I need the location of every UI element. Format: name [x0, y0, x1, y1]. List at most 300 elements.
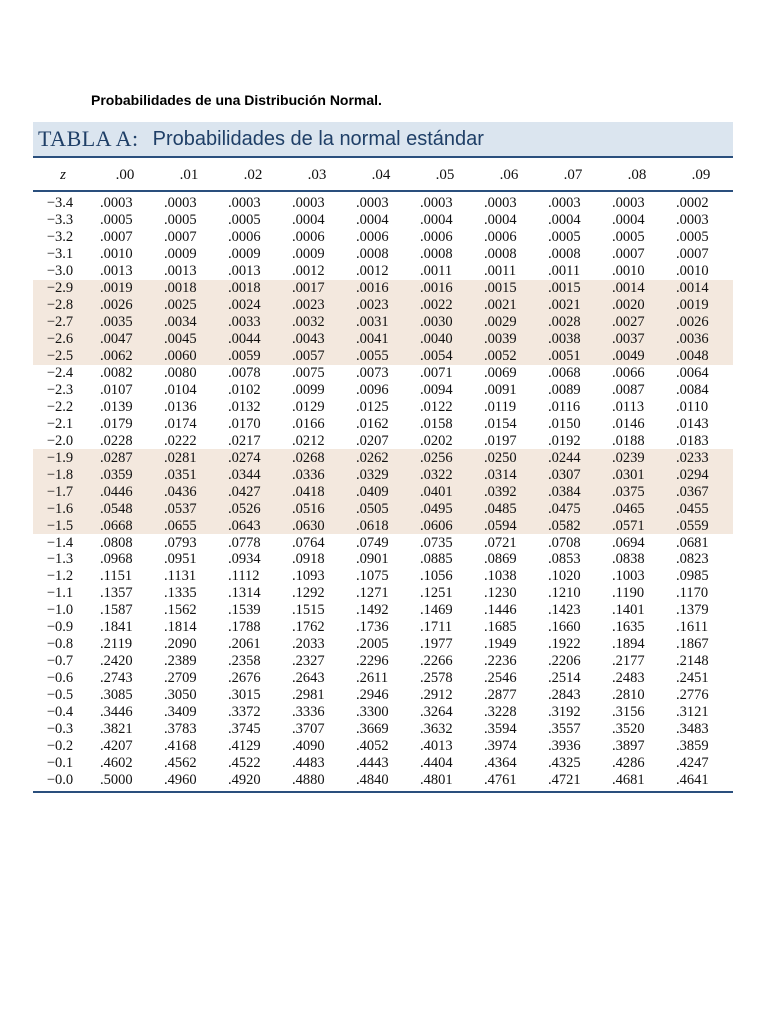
probability-cell: .0154 — [484, 415, 517, 432]
probability-cell: .2389 — [164, 653, 197, 670]
probability-cell: .4761 — [484, 771, 517, 788]
probability-cell: .0006 — [292, 229, 325, 246]
z-value-cell: −2.1 — [46, 415, 74, 432]
table-row — [33, 619, 733, 636]
probability-cell: .0008 — [548, 246, 581, 263]
probability-cell: .0475 — [541, 500, 605, 517]
probability-cell: .0006 — [484, 229, 517, 246]
probability-cell: .0099 — [292, 381, 325, 398]
probability-cell: .0778 — [228, 534, 261, 551]
probability-cell: .0005 — [228, 212, 261, 229]
probability-cell: .1894 — [612, 636, 645, 653]
probability-cell: .0091 — [484, 381, 517, 398]
probability-cell: .0951 — [164, 551, 197, 568]
table-row — [33, 432, 733, 449]
probability-cell: .1788 — [228, 619, 261, 636]
probability-cell: .4247 — [676, 754, 709, 771]
probability-cell: .2206 — [548, 653, 581, 670]
probability-cell: .0537 — [157, 500, 221, 517]
probability-cell: .1357 — [100, 585, 133, 602]
z-value-cell: −0.0 — [46, 771, 74, 788]
z-value-cell: −2.4 — [46, 365, 74, 381]
probability-cell: .0032 — [285, 314, 349, 331]
probability-cell: .2709 — [164, 670, 197, 687]
table-row — [33, 687, 733, 704]
probability-cell: .0668 — [93, 517, 157, 534]
probability-cell: .0197 — [484, 432, 517, 449]
probability-cell: .1151 — [100, 568, 133, 585]
probability-cell: .3897 — [612, 737, 645, 754]
probability-cell: .0329 — [349, 466, 413, 483]
probability-cell: .0146 — [612, 415, 645, 432]
column-header: .08 — [605, 160, 669, 191]
probability-cell: .0721 — [484, 534, 517, 551]
probability-cell: .1949 — [484, 636, 517, 653]
column-header: .06 — [477, 160, 541, 191]
probability-cell: .0968 — [100, 551, 133, 568]
probability-cell: .0003 — [100, 195, 133, 212]
probability-cell: .3483 — [676, 721, 709, 738]
probability-cell: .0256 — [413, 449, 477, 466]
z-value-cell: −0.8 — [46, 636, 74, 653]
table-row — [33, 229, 733, 246]
probability-cell: .0287 — [93, 449, 157, 466]
table-row — [33, 191, 733, 212]
probability-cell: .0035 — [93, 314, 157, 331]
probability-cell: .0003 — [164, 195, 197, 212]
probability-cell: .4721 — [548, 771, 581, 788]
probability-cell: .0005 — [676, 229, 709, 246]
probability-cell: .3300 — [356, 704, 389, 721]
probability-cell: .0026 — [669, 314, 733, 331]
probability-cell: .0004 — [548, 212, 581, 229]
z-value-cell: −2.8 — [33, 297, 93, 314]
probability-cell: .0008 — [484, 246, 517, 263]
probability-cell: .4090 — [292, 737, 325, 754]
probability-cell: .0606 — [413, 517, 477, 534]
probability-cell: .5000 — [100, 771, 133, 788]
probability-cell: .2236 — [484, 653, 517, 670]
table-row — [33, 670, 733, 687]
probability-cell: .3707 — [292, 721, 325, 738]
table-row — [33, 551, 733, 568]
probability-cell: .1230 — [484, 585, 517, 602]
probability-cell: .1271 — [356, 585, 389, 602]
z-value-cell: −2.5 — [33, 348, 93, 365]
probability-cell: .0455 — [669, 500, 733, 517]
probability-cell: .0009 — [292, 246, 325, 263]
probability-cell: .2005 — [356, 636, 389, 653]
probability-cell: .0018 — [157, 280, 221, 297]
probability-cell: .2483 — [612, 670, 645, 687]
probability-cell: .0808 — [100, 534, 133, 551]
probability-cell: .0010 — [676, 263, 709, 280]
probability-cell: .0066 — [612, 365, 645, 381]
probability-cell: .0025 — [157, 297, 221, 314]
probability-cell: .4404 — [420, 754, 453, 771]
probability-cell: .1112 — [228, 568, 260, 585]
probability-cell: .2676 — [228, 670, 261, 687]
probability-cell: .2119 — [100, 636, 133, 653]
probability-cell: .2843 — [548, 687, 581, 704]
probability-cell: .0022 — [413, 297, 477, 314]
probability-cell: .0028 — [541, 314, 605, 331]
table-body — [33, 191, 733, 788]
probability-cell: .1038 — [484, 568, 517, 585]
z-value-cell: −0.7 — [46, 653, 74, 670]
probability-cell: .2776 — [676, 687, 709, 704]
probability-cell: .0080 — [164, 365, 197, 381]
column-header: .01 — [157, 160, 221, 191]
probability-cell: .0336 — [285, 466, 349, 483]
probability-cell: .0051 — [541, 348, 605, 365]
probability-cell: .1075 — [356, 568, 389, 585]
probability-cell: .0052 — [477, 348, 541, 365]
probability-cell: .1423 — [548, 602, 581, 619]
probability-cell: .0548 — [93, 500, 157, 517]
table-label: TABLA A: — [38, 126, 139, 151]
table-row — [33, 653, 733, 670]
probability-cell: .1056 — [420, 568, 453, 585]
probability-cell: .0104 — [164, 381, 197, 398]
probability-cell: .1210 — [548, 585, 581, 602]
probability-cell: .0495 — [413, 500, 477, 517]
table-row — [33, 415, 733, 432]
probability-cell: .0009 — [164, 246, 197, 263]
probability-cell: .3121 — [676, 704, 709, 721]
probability-cell: .0012 — [356, 263, 389, 280]
table-row — [33, 534, 733, 551]
table-row — [33, 500, 733, 517]
probability-cell: .0188 — [612, 432, 645, 449]
table-row — [33, 297, 733, 314]
probability-cell: .0013 — [228, 263, 261, 280]
probability-cell: .0764 — [292, 534, 325, 551]
column-header-z: z — [33, 160, 93, 191]
probability-cell: .0016 — [413, 280, 477, 297]
probability-cell: .4364 — [484, 754, 517, 771]
probability-cell: .0239 — [605, 449, 669, 466]
table-row — [33, 721, 733, 738]
probability-cell: .0034 — [157, 314, 221, 331]
table-title-band — [33, 122, 733, 158]
bottom-rule — [33, 791, 733, 793]
probability-cell: .1660 — [548, 619, 581, 636]
probability-cell: .4880 — [292, 771, 325, 788]
probability-cell: .0281 — [157, 449, 221, 466]
probability-cell: .1922 — [548, 636, 581, 653]
probability-cell: .2514 — [548, 670, 581, 687]
probability-cell: .3264 — [420, 704, 453, 721]
probability-cell: .3228 — [484, 704, 517, 721]
probability-cell: .2420 — [100, 653, 133, 670]
probability-cell: .0019 — [669, 297, 733, 314]
probability-cell: .0375 — [605, 483, 669, 500]
probability-cell: .1446 — [484, 602, 517, 619]
probability-cell: .0129 — [292, 398, 325, 415]
probability-cell: .2981 — [292, 687, 325, 704]
probability-cell: .0003 — [420, 195, 453, 212]
probability-cell: .0838 — [612, 551, 645, 568]
probability-cell: .3632 — [420, 721, 453, 738]
probability-cell: .0516 — [285, 500, 349, 517]
probability-cell: .4168 — [164, 737, 197, 754]
probability-cell: .0268 — [285, 449, 349, 466]
probability-cell: .2090 — [164, 636, 197, 653]
probability-cell: .0078 — [228, 365, 261, 381]
probability-cell: .0008 — [420, 246, 453, 263]
probability-cell: .0571 — [605, 517, 669, 534]
probability-cell: .4960 — [164, 771, 197, 788]
probability-cell: .0018 — [221, 280, 285, 297]
probability-cell: .0041 — [349, 331, 413, 348]
probability-cell: .0004 — [420, 212, 453, 229]
probability-cell: .0014 — [669, 280, 733, 297]
z-value-cell: −2.7 — [33, 314, 93, 331]
probability-cell: .0643 — [221, 517, 285, 534]
probability-cell: .1711 — [420, 619, 453, 636]
probability-cell: .2358 — [228, 653, 261, 670]
probability-cell: .2643 — [292, 670, 325, 687]
probability-cell: .0019 — [93, 280, 157, 297]
probability-cell: .0005 — [100, 212, 133, 229]
probability-cell: .0359 — [93, 466, 157, 483]
probability-cell: .0202 — [420, 432, 453, 449]
probability-cell: .4325 — [548, 754, 581, 771]
probability-cell: .0069 — [484, 365, 517, 381]
probability-cell: .0021 — [541, 297, 605, 314]
probability-cell: .3192 — [548, 704, 581, 721]
probability-cell: .0075 — [292, 365, 325, 381]
probability-cell: .2946 — [356, 687, 389, 704]
probability-cell: .1492 — [356, 602, 389, 619]
probability-cell: .0102 — [228, 381, 261, 398]
z-value-cell: −1.1 — [46, 585, 74, 602]
probability-cell: .2912 — [420, 687, 453, 704]
probability-cell: .0068 — [548, 365, 581, 381]
probability-cell: .3409 — [164, 704, 197, 721]
probability-cell: .0003 — [676, 212, 709, 229]
probability-cell: .4286 — [612, 754, 645, 771]
probability-cell: .0274 — [221, 449, 285, 466]
probability-cell: .0003 — [356, 195, 389, 212]
probability-cell: .0003 — [484, 195, 517, 212]
z-value-cell: −1.4 — [46, 534, 74, 551]
probability-cell: .0060 — [157, 348, 221, 365]
table-row — [33, 263, 733, 280]
probability-cell: .0594 — [477, 517, 541, 534]
probability-cell: .0125 — [356, 398, 389, 415]
probability-cell: .0853 — [548, 551, 581, 568]
table-row — [33, 381, 733, 398]
probability-cell: .0036 — [669, 331, 733, 348]
probability-cell: .0007 — [164, 229, 197, 246]
z-value-cell: −1.0 — [46, 602, 74, 619]
probability-cell: .0122 — [420, 398, 453, 415]
table-header-row — [33, 160, 733, 191]
probability-cell: .3336 — [292, 704, 325, 721]
probability-cell: .0043 — [285, 331, 349, 348]
probability-cell: .0005 — [548, 229, 581, 246]
z-value-cell: −2.2 — [46, 398, 74, 415]
probability-cell: .1251 — [420, 585, 453, 602]
probability-cell: .0003 — [228, 195, 261, 212]
probability-cell: .0735 — [420, 534, 453, 551]
probability-cell: .0089 — [548, 381, 581, 398]
probability-cell: .0158 — [420, 415, 453, 432]
column-header: .09 — [669, 160, 733, 191]
probability-cell: .1611 — [676, 619, 709, 636]
probability-cell: .0027 — [605, 314, 669, 331]
table-row — [33, 365, 733, 382]
z-value-cell: −1.6 — [33, 500, 93, 517]
probability-cell: .2810 — [612, 687, 645, 704]
probability-cell: .0059 — [221, 348, 285, 365]
probability-cell: .0047 — [93, 331, 157, 348]
probability-cell: .0136 — [164, 398, 197, 415]
probability-cell: .0010 — [100, 246, 133, 263]
z-value-cell: −0.5 — [46, 687, 74, 704]
probability-cell: .0003 — [292, 195, 325, 212]
probability-cell: .0113 — [612, 398, 645, 415]
probability-cell: .4207 — [100, 737, 133, 754]
probability-cell: .0107 — [100, 381, 133, 398]
probability-cell: .0040 — [413, 331, 477, 348]
probability-cell: .0011 — [420, 263, 453, 280]
probability-cell: .0064 — [676, 365, 709, 381]
probability-cell: .0192 — [548, 432, 581, 449]
probability-cell: .0427 — [221, 483, 285, 500]
probability-cell: .0004 — [484, 212, 517, 229]
z-value-cell: −0.3 — [46, 721, 74, 738]
probability-cell: .0694 — [612, 534, 645, 551]
probability-cell: .2451 — [676, 670, 709, 687]
table-row — [33, 449, 733, 466]
z-value-cell: −0.1 — [46, 754, 74, 771]
probability-cell: .0485 — [477, 500, 541, 517]
probability-cell: .0048 — [669, 348, 733, 365]
z-value-cell: −3.0 — [46, 263, 74, 280]
probability-cell: .0014 — [605, 280, 669, 297]
probability-cell: .0087 — [612, 381, 645, 398]
probability-cell: .0037 — [605, 331, 669, 348]
probability-cell: .0630 — [285, 517, 349, 534]
z-value-cell: −2.3 — [46, 381, 74, 398]
table-row — [33, 754, 733, 771]
probability-cell: .2296 — [356, 653, 389, 670]
probability-cell: .0885 — [420, 551, 453, 568]
column-header: .02 — [221, 160, 285, 191]
probability-cell: .0005 — [612, 229, 645, 246]
probability-cell: .0110 — [676, 398, 709, 415]
probability-cell: .0823 — [676, 551, 709, 568]
probability-cell: .0116 — [548, 398, 581, 415]
probability-cell: .1977 — [420, 636, 453, 653]
probability-cell: .0985 — [676, 568, 709, 585]
table-row — [33, 331, 733, 348]
probability-cell: .0143 — [676, 415, 709, 432]
probability-cell: .0031 — [349, 314, 413, 331]
probability-cell: .0049 — [605, 348, 669, 365]
probability-cell: .0384 — [541, 483, 605, 500]
probability-cell: .2266 — [420, 653, 453, 670]
probability-cell: .4681 — [612, 771, 645, 788]
z-value-cell: −2.6 — [33, 331, 93, 348]
table-row — [33, 636, 733, 653]
probability-cell: .0003 — [612, 195, 645, 212]
probability-cell: .0401 — [413, 483, 477, 500]
probability-cell: .0250 — [477, 449, 541, 466]
probability-cell: .1292 — [292, 585, 325, 602]
probability-cell: .0045 — [157, 331, 221, 348]
z-table — [33, 160, 733, 788]
z-value-cell: −3.2 — [46, 229, 74, 246]
table-title: Probabilidades de la normal estándar — [152, 127, 484, 150]
z-value-cell: −1.9 — [33, 449, 93, 466]
z-value-cell: −1.8 — [33, 466, 93, 483]
probability-cell: .0351 — [157, 466, 221, 483]
probability-cell: .1379 — [676, 602, 709, 619]
probability-cell: .0222 — [164, 432, 197, 449]
probability-cell: .0013 — [100, 263, 133, 280]
probability-cell: .0582 — [541, 517, 605, 534]
probability-cell: .1469 — [420, 602, 453, 619]
table-row — [33, 212, 733, 229]
probability-cell: .3669 — [356, 721, 389, 738]
probability-cell: .0559 — [669, 517, 733, 534]
probability-cell: .2177 — [612, 653, 645, 670]
probability-cell: .3783 — [164, 721, 197, 738]
probability-cell: .0465 — [605, 500, 669, 517]
probability-cell: .0918 — [292, 551, 325, 568]
probability-cell: .1515 — [292, 602, 325, 619]
table-row — [33, 348, 733, 365]
probability-cell: .2061 — [228, 636, 261, 653]
table-row — [33, 771, 733, 788]
probability-cell: .0020 — [605, 297, 669, 314]
probability-cell: .0207 — [356, 432, 389, 449]
probability-cell: .0314 — [477, 466, 541, 483]
probability-cell: .0301 — [605, 466, 669, 483]
z-value-cell: −2.9 — [33, 280, 93, 297]
probability-cell: .1539 — [228, 602, 261, 619]
probability-cell: .3859 — [676, 737, 709, 754]
table-row — [33, 568, 733, 585]
probability-cell: .0030 — [413, 314, 477, 331]
probability-cell: .1093 — [292, 568, 325, 585]
probability-cell: .0007 — [100, 229, 133, 246]
probability-cell: .0119 — [484, 398, 517, 415]
probability-cell: .0096 — [356, 381, 389, 398]
probability-cell: .0139 — [100, 398, 133, 415]
probability-cell: .0006 — [228, 229, 261, 246]
probability-cell: .0039 — [477, 331, 541, 348]
probability-cell: .0228 — [100, 432, 133, 449]
table-row — [33, 585, 733, 602]
z-value-cell: −3.1 — [46, 246, 74, 263]
table-row — [33, 483, 733, 500]
table-row — [33, 704, 733, 721]
probability-cell: .0166 — [292, 415, 325, 432]
column-header: .04 — [349, 160, 413, 191]
probability-cell: .3446 — [100, 704, 133, 721]
probability-cell: .2743 — [100, 670, 133, 687]
probability-cell: .4801 — [420, 771, 453, 788]
probability-cell: .3050 — [164, 687, 197, 704]
table-row — [33, 466, 733, 483]
probability-cell: .0038 — [541, 331, 605, 348]
probability-cell: .0044 — [221, 331, 285, 348]
